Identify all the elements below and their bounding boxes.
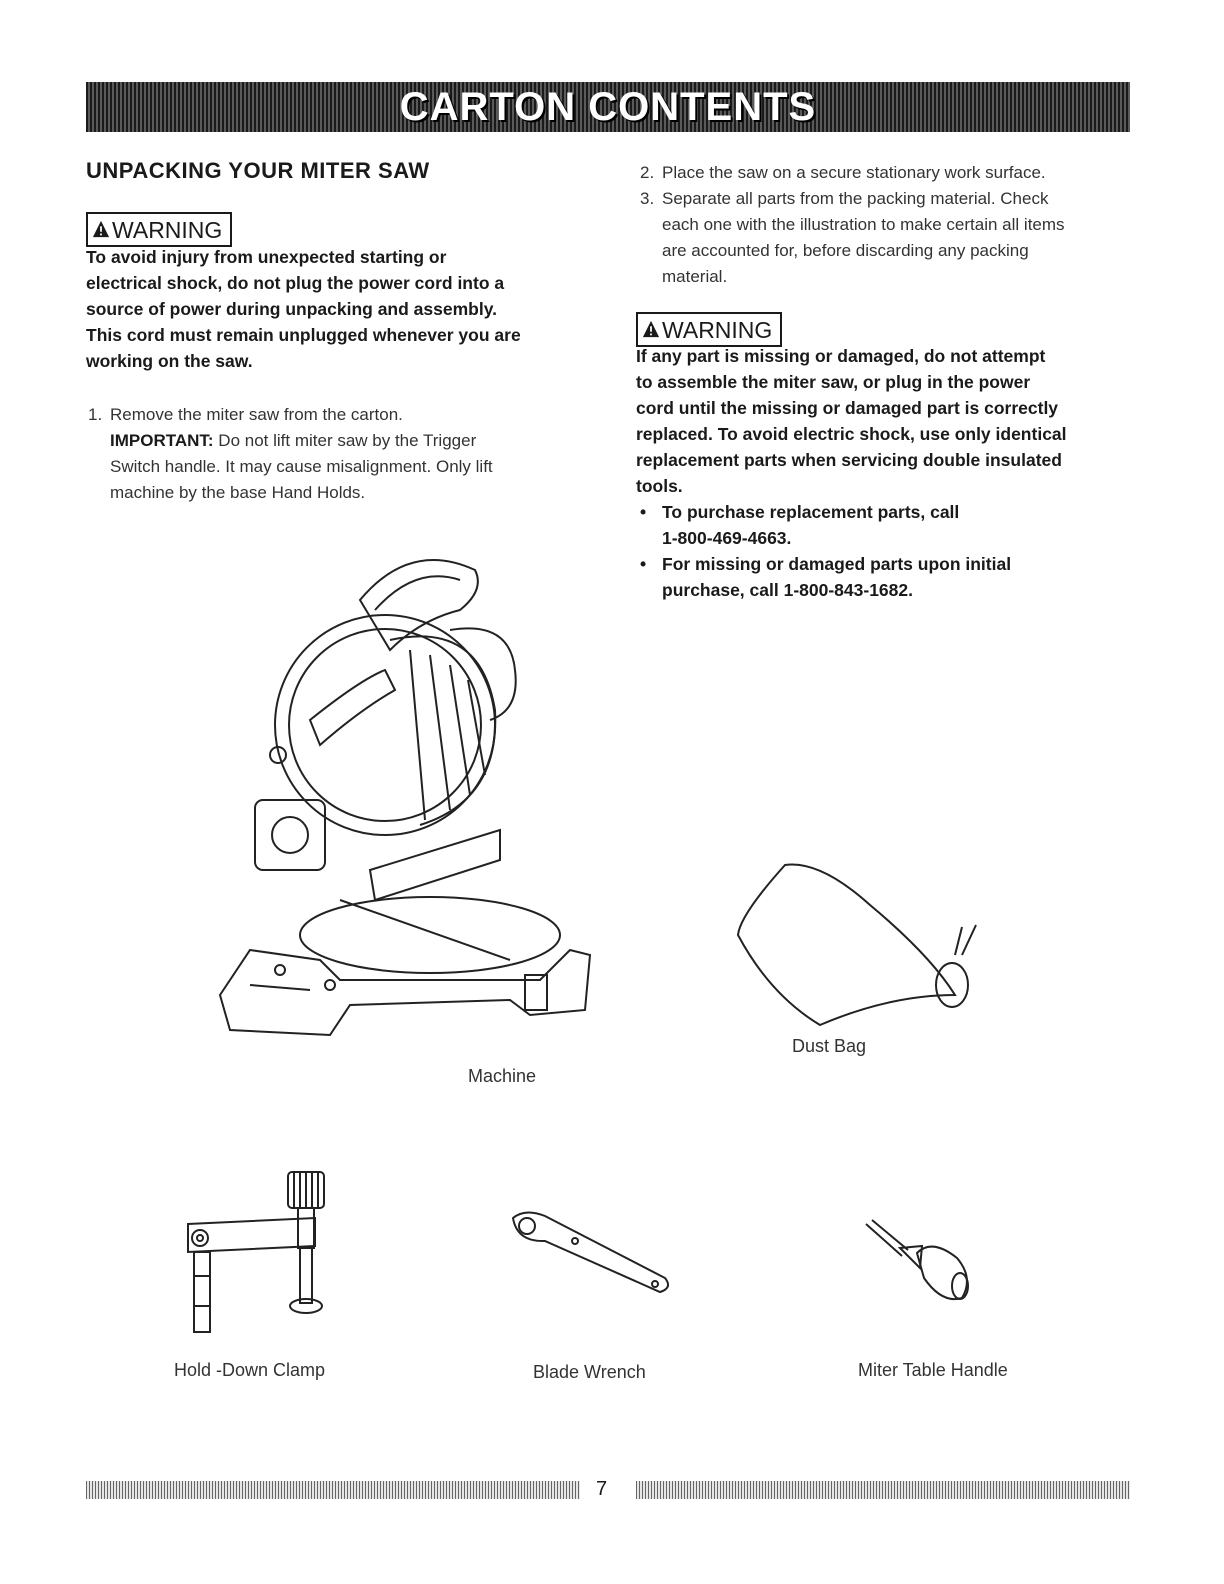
important-line: Switch handle. It may cause misalignment. Only lift xyxy=(110,457,493,476)
warning-line: This cord must remain unplugged whenever you are xyxy=(86,325,521,345)
warning-paragraph-left xyxy=(86,244,521,374)
warning-line: working on the saw. xyxy=(86,351,253,371)
step-text: Place the saw on a secure stationary work surface. xyxy=(662,163,1046,182)
bullet-line: • To purchase replacement parts, call xyxy=(662,502,960,522)
dust-bag-illustration xyxy=(730,855,985,1030)
caption-machine: Machine xyxy=(468,1066,537,1086)
warning-triangle-icon xyxy=(92,220,110,238)
step-1 xyxy=(88,402,493,506)
step-number: 1. xyxy=(88,405,103,424)
warning-triangle-icon xyxy=(642,320,660,338)
warning-label-left xyxy=(86,212,232,247)
step-text: Separate all parts from the packing material. Check xyxy=(662,189,1049,208)
important-label: IMPORTANT: xyxy=(110,431,214,450)
caption-clamp: Hold -Down Clamp xyxy=(174,1360,326,1380)
section-heading: UNPACKING YOUR MITER SAW xyxy=(86,158,430,183)
warning-line: replacement parts when servicing double insulated xyxy=(636,450,1062,470)
warning-line: If any part is missing or damaged, do not attempt xyxy=(636,346,1046,366)
warning-paragraph-right xyxy=(636,343,1067,603)
steps-2-3 xyxy=(640,160,1065,290)
warning-text: WARNING xyxy=(662,317,773,343)
step-text: Remove the miter saw from the carton. xyxy=(110,405,403,424)
warning-line: source of power during unpacking and assembly. xyxy=(86,299,498,319)
footer-bar-left xyxy=(86,1481,580,1499)
blade-wrench-illustration xyxy=(505,1206,675,1296)
warning-line: to assemble the miter saw, or plug in the power xyxy=(636,372,1031,392)
bullet-item xyxy=(636,499,1067,551)
hold-down-clamp-illustration xyxy=(180,1166,345,1346)
warning-line: tools. xyxy=(636,476,683,496)
caption-wrench: Blade Wrench xyxy=(533,1362,646,1382)
step-number: 2. xyxy=(640,163,655,182)
step-text: each one with the illustration to make certain all items xyxy=(662,215,1065,234)
step-text: are accounted for, before discarding any packing xyxy=(662,241,1029,260)
step-number: 3. xyxy=(640,189,655,208)
title-banner xyxy=(86,82,1130,132)
page-number: 7 xyxy=(596,1478,608,1500)
bullet-line: 1-800-469-4663. xyxy=(662,528,792,548)
miter-table-handle-illustration xyxy=(862,1218,977,1308)
important-line: machine by the base Hand Holds. xyxy=(110,483,366,502)
caption-handle: Miter Table Handle xyxy=(858,1360,1008,1380)
bullet-item xyxy=(636,551,1067,603)
warning-line: replaced. To avoid electric shock, use only identical xyxy=(636,424,1067,444)
warning-line: To avoid injury from unexpected starting or xyxy=(86,247,447,267)
bullet-line: • For missing or damaged parts upon initial xyxy=(662,554,1012,574)
warning-line: cord until the missing or damaged part is correctly xyxy=(636,398,1059,418)
important-line: Do not lift miter saw by the Trigger xyxy=(218,431,477,450)
miter-saw-illustration xyxy=(210,540,610,1050)
warning-label-right xyxy=(636,312,782,347)
warning-line: electrical shock, do not plug the power cord into a xyxy=(86,273,505,293)
bullet-line: purchase, call 1-800-843-1682. xyxy=(662,580,913,600)
page-title: CARTON CONTENTS xyxy=(399,85,817,129)
footer-bar-right xyxy=(636,1481,1130,1499)
warning-text: WARNING xyxy=(112,217,223,243)
caption-dust-bag: Dust Bag xyxy=(792,1036,867,1056)
step-text: material. xyxy=(662,267,728,286)
